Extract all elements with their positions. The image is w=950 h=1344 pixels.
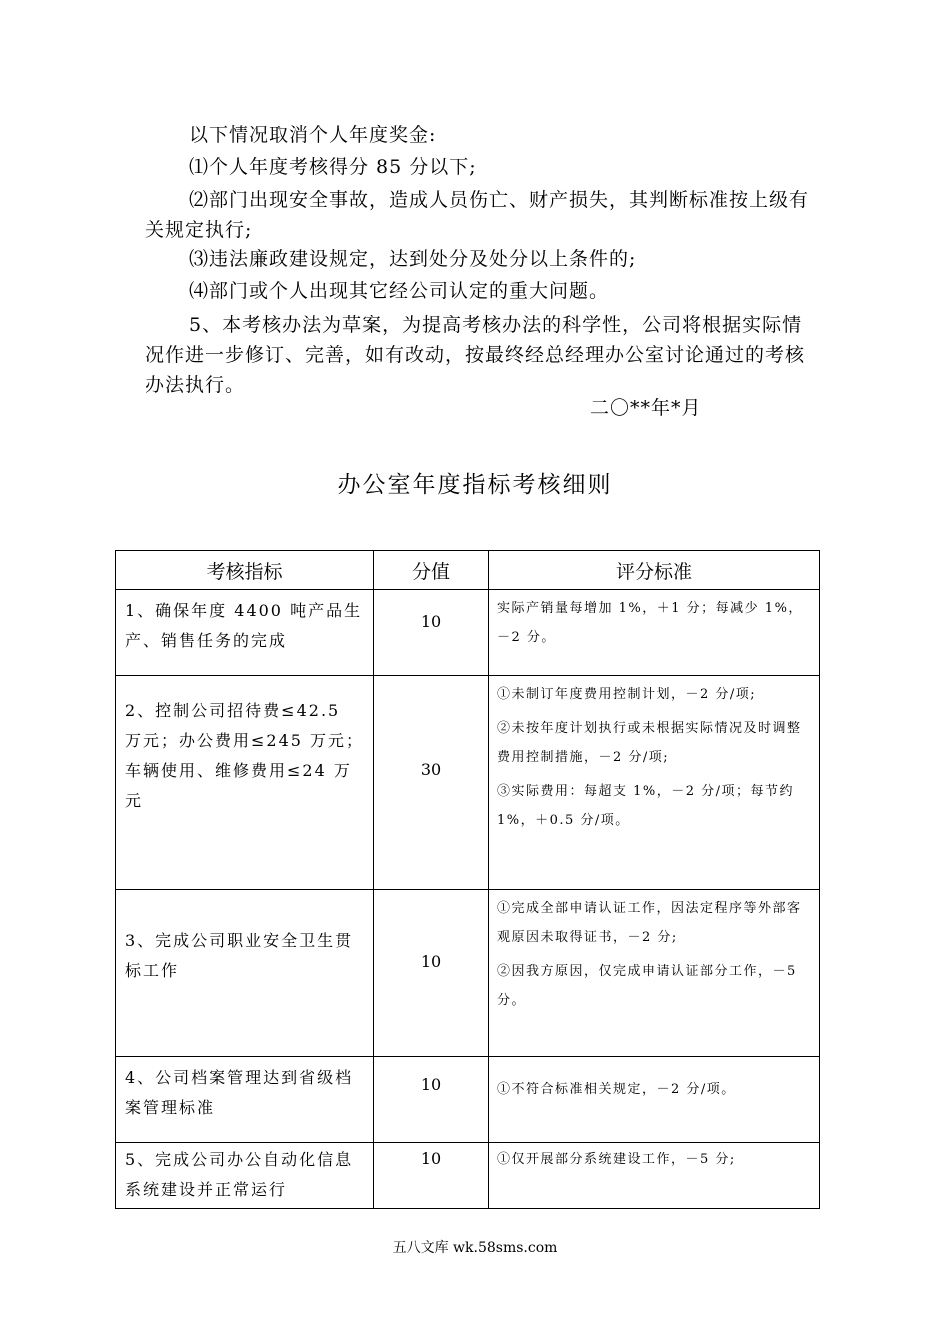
date-line: 二〇**年*月 [590,397,702,419]
paragraph-item-1: ⑴个人年度考核得分 85 分以下; [189,156,477,178]
criteria-cell [489,890,820,1057]
criteria-item: 实际产销量每增加 1%，＋1 分；每减少 1%，－2 分。 [497,601,803,645]
paragraph-item-4: ⑷部门或个人出现其它经公司认定的重大问题。 [189,280,610,302]
criteria-cell [489,1143,820,1209]
criteria-item: ②因我方原因，仅完成申请认证部分工作，－5 分。 [497,964,797,1008]
score-cell: 10 [374,590,489,676]
table-row [116,590,820,676]
table-row [116,890,820,1057]
score-cell: 10 [374,1057,489,1143]
criteria-item: ③实际费用：每超支 1%，－2 分/项；每节约 1%，＋0.5 分/项。 [497,784,795,828]
score-cell: 10 [374,1143,489,1209]
score-cell: 10 [374,890,489,1057]
indicator-cell: 2、控制公司招待费≤42.5 万元；办公费用≤245 万元；车辆使用、维修费用≤24 万元 [116,676,374,890]
criteria-cell [489,676,820,890]
indicator-cell: 1、确保年度 4400 吨产品生产、销售任务的完成 [116,590,374,676]
criteria-item: ①不符合标准相关规定，－2 分/项。 [497,1082,736,1097]
paragraph-item-2: ⑵部门出现安全事故，造成人员伤亡、财产损失，其判断标准按上级有关规定执行; [145,189,810,241]
table-row [116,1057,820,1143]
criteria-item: ①完成全部申请认证工作，因法定程序等外部客观原因未取得证书，－2 分; [497,901,802,945]
table-row [116,1143,820,1209]
paragraph-bonus-cancel-intro: 以下情况取消个人年度奖金: [189,124,437,146]
footer-watermark: 五八文库 wk.58sms.com [392,1240,558,1256]
header-indicator: 考核指标 [116,551,374,590]
criteria-item: ①未制订年度费用控制计划，－2 分/项; [497,687,757,702]
table-header-row [116,551,820,590]
criteria-item: ①仅开展部分系统建设工作，－5 分; [497,1152,736,1167]
header-score: 分值 [374,551,489,590]
header-criteria: 评分标准 [489,551,820,590]
paragraph-draft-note: 5、本考核办法为草案，为提高考核办法的科学性，公司将根据实际情况作进一步修订、完善，如有改动，按最终经总经理办公室讨论通过的考核办法执行。 [145,314,806,396]
table-title: 办公室年度指标考核细则 [337,472,613,498]
indicator-cell: 4、公司档案管理达到省级档案管理标准 [116,1057,374,1143]
score-cell: 30 [374,676,489,890]
indicator-cell: 3、完成公司职业安全卫生贯标工作 [116,890,374,1057]
assessment-table [115,550,820,1209]
criteria-item: ②未按年度计划执行或未根据实际情况及时调整费用控制措施，－2 分/项; [497,721,802,765]
criteria-cell [489,1057,820,1143]
paragraph-item-3: ⑶违法廉政建设规定，达到处分及处分以上条件的; [189,248,637,270]
table-row [116,676,820,890]
indicator-cell: 5、完成公司办公自动化信息系统建设并正常运行 [116,1143,374,1209]
criteria-cell [489,590,820,676]
